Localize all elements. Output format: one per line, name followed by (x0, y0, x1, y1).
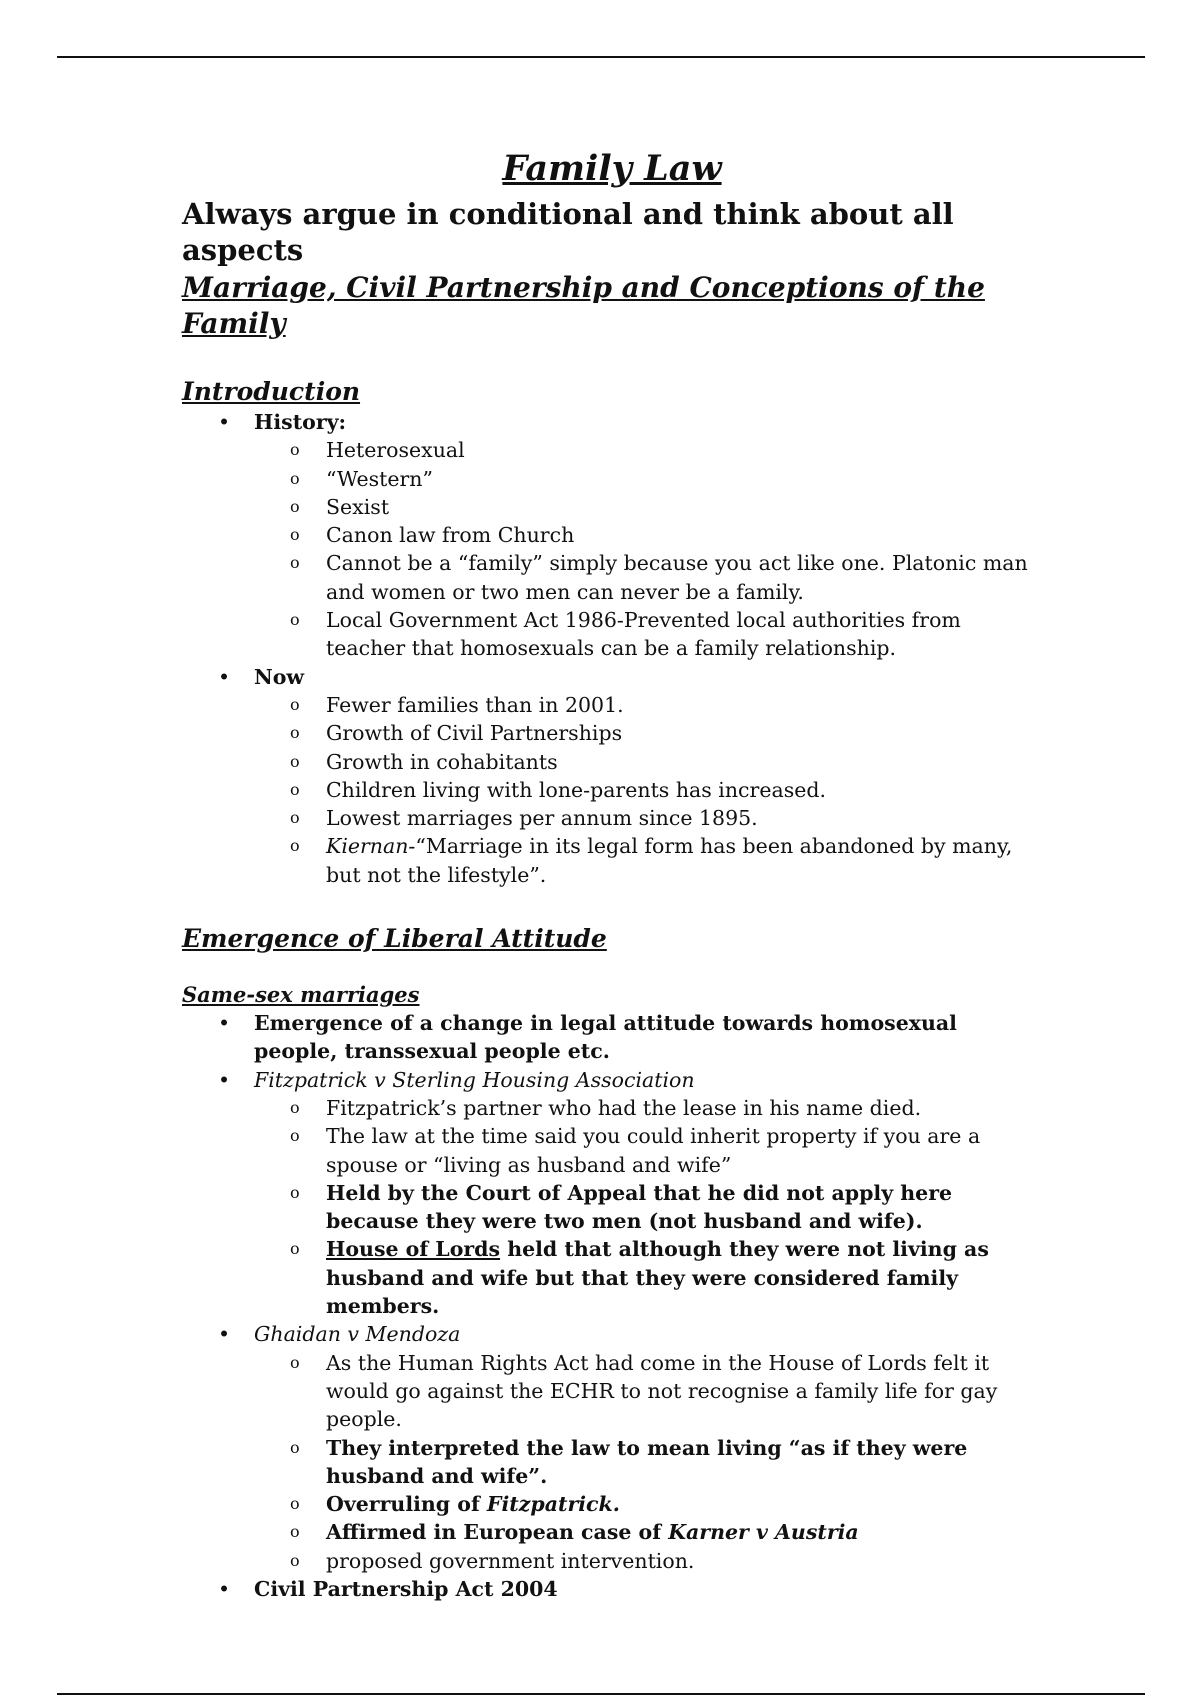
bullet-icon: • (218, 1067, 231, 1092)
circle-bullet-icon: o (290, 1494, 300, 1514)
circle-bullet-icon: o (290, 808, 300, 828)
list-item (182, 1320, 1042, 1575)
circle-bullet-icon: o (290, 1126, 300, 1146)
list-item: o Growth in cohabitants (182, 748, 1042, 776)
list-item: o Heterosexual (182, 436, 1042, 464)
list-item: o Cannot be a “family” simply because you act like one. Platonic man and women or two men can never be a family. (290, 551, 1028, 604)
circle-bullet-icon: o (290, 496, 300, 516)
list-item: o Affirmed in European case of Karner v Austria (182, 1518, 1042, 1546)
case-list (254, 1349, 1042, 1575)
case-name: Fitzpatrick v Sterling Housing Association (254, 1067, 695, 1092)
list-item: o proposed government intervention. (182, 1547, 1042, 1575)
document-body (182, 148, 1042, 1603)
introduction-heading: Introduction (182, 377, 361, 406)
bottom-rule (57, 1693, 1145, 1695)
circle-bullet-icon: o (290, 1182, 300, 1202)
case-name: Ghaidan v Mendoza (254, 1322, 461, 1347)
list-item: o They interpreted the law to mean living “as if they were husband and wife”. (290, 1435, 968, 1488)
bullet-icon: • (218, 1576, 231, 1601)
list-item: o House of Lords held that although they were not living as husband and wife but that they were considered family members. (290, 1237, 989, 1319)
kiernan-quote: “Marriage in its legal form has been abandoned by many, but not the lifestyle”. (326, 834, 1013, 887)
circle-bullet-icon: o (290, 440, 300, 460)
now-list (254, 691, 1042, 889)
circle-bullet-icon: o (290, 468, 300, 488)
history-list (254, 436, 1042, 662)
list-item: o Lowest marriages per annum since 1895. (182, 804, 1042, 832)
circle-bullet-icon: o (290, 1239, 300, 1259)
list-item: o Growth of Civil Partnerships (182, 719, 1042, 747)
circle-bullet-icon: o (290, 1352, 300, 1372)
history-label: History: (254, 410, 347, 434)
case-list (254, 1094, 1042, 1320)
list-item (182, 1066, 1042, 1321)
list-item: o Fitzpatrick’s partner who had the lease in his name died. (182, 1094, 1042, 1122)
list-item: o Local Government Act 1986-Prevented local authorities from teacher that homosexuals can be a family relationship. (290, 608, 961, 661)
list-item: o The law at the time said you could inherit property if you are a spouse or “living as husband and wife” (290, 1124, 981, 1177)
circle-bullet-icon: o (290, 694, 300, 714)
bullet-icon: • (218, 664, 231, 689)
circle-bullet-icon: o (290, 779, 300, 799)
circle-bullet-icon: o (290, 553, 300, 573)
liberal-attitude-heading: Emergence of Liberal Attitude (182, 924, 607, 954)
list-item: o Fewer families than in 2001. (182, 691, 1042, 719)
circle-bullet-icon: o (290, 1437, 300, 1457)
list-item (182, 663, 1042, 889)
list-item: o Children living with lone-parents has increased. (182, 776, 1042, 804)
list-item (182, 408, 1042, 663)
circle-bullet-icon: o (290, 836, 300, 856)
now-label: Now (254, 664, 305, 689)
subtitle: Always argue in conditional and think about all aspects (182, 197, 954, 267)
list-item: • Civil Partnership Act 2004 (182, 1575, 1042, 1603)
list-item: o Canon law from Church (182, 521, 1042, 549)
list-item: o Sexist (182, 493, 1042, 521)
list-item (182, 832, 1042, 889)
liberal-list (182, 1009, 1042, 1603)
circle-bullet-icon: o (290, 1522, 300, 1542)
list-item: o As the Human Rights Act had come in the House of Lords felt it would go against the ECHR to not recognise a family life for gay people. (290, 1350, 998, 1432)
bullet-icon: • (218, 1011, 231, 1036)
kiernan-name: Kiernan- (326, 834, 416, 859)
circle-bullet-icon: o (290, 723, 300, 743)
section-title: Marriage, Civil Partnership and Conceptions of the Family (182, 271, 985, 340)
circle-bullet-icon: o (290, 610, 300, 630)
bullet-icon: • (218, 410, 231, 434)
page-title: Family Law (502, 148, 722, 189)
circle-bullet-icon: o (290, 525, 300, 545)
list-item: • Emergence of a change in legal attitude towards homosexual people, transsexual people etc. (218, 1011, 957, 1064)
list-item: o Overruling of Fitzpatrick. (182, 1490, 1042, 1518)
top-rule (57, 56, 1145, 58)
same-sex-subheading: Same-sex marriages (182, 982, 420, 1008)
bullet-icon: • (218, 1322, 231, 1347)
circle-bullet-icon: o (290, 1550, 300, 1570)
circle-bullet-icon: o (290, 1097, 300, 1117)
introduction-list (182, 408, 1042, 889)
circle-bullet-icon: o (290, 751, 300, 771)
list-item: o Held by the Court of Appeal that he did not apply here because they were two men (not husband and wife). (290, 1180, 953, 1234)
list-item: o “Western” (182, 465, 1042, 493)
